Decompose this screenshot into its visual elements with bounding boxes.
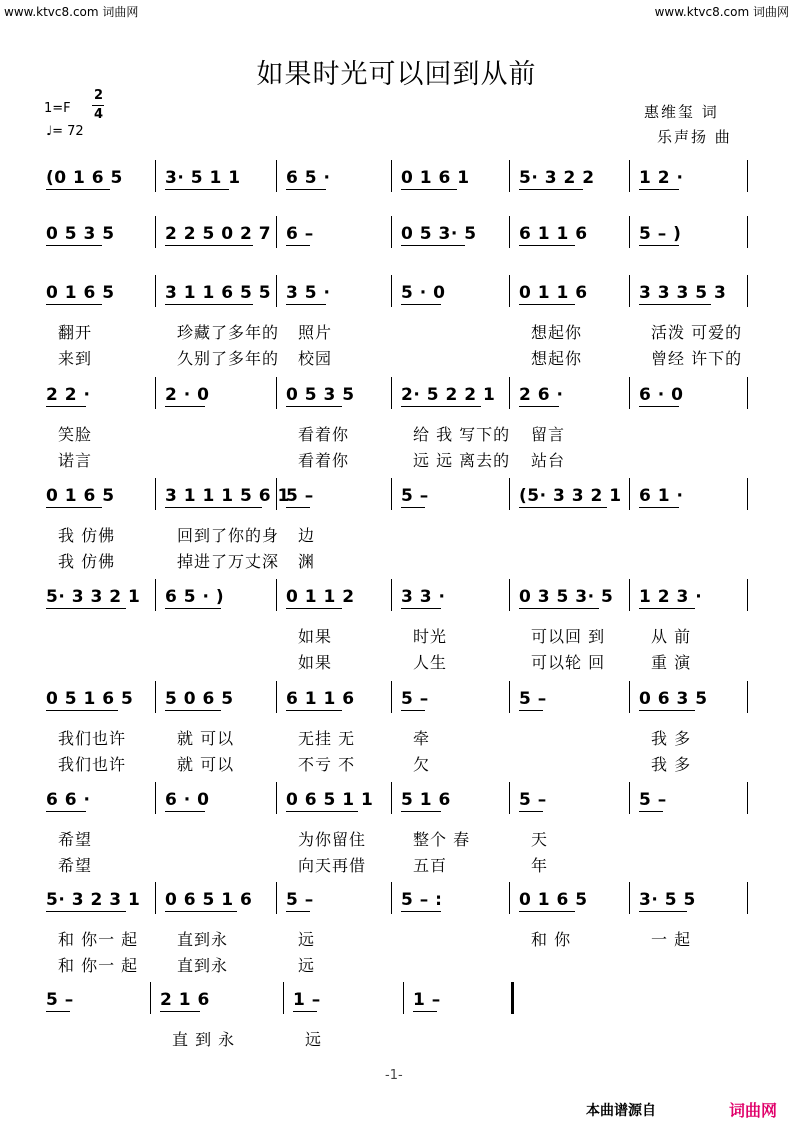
lyric-verse2: 站台 — [531, 451, 566, 470]
lyric-verse1: 和 你一 起 — [58, 930, 139, 949]
measure-notes: 5 – — [519, 790, 547, 810]
lyric-verse2: 人生 — [413, 653, 448, 672]
lyric-verse2: 我 仿佛 — [58, 552, 116, 571]
measure-notes: 1 2 · — [639, 168, 684, 188]
measure-notes: 0 6 5 1 1 — [286, 790, 374, 810]
barline — [155, 579, 156, 611]
beam-line — [401, 710, 425, 711]
lyric-verse1: 从 前 — [651, 627, 692, 646]
beam-line — [286, 406, 342, 407]
beam-line — [519, 507, 607, 508]
measure-line — [0, 882, 793, 914]
beam-line — [46, 304, 102, 305]
beam-line — [401, 245, 465, 246]
measure-line — [0, 160, 793, 192]
barline — [155, 216, 156, 248]
beam-line — [639, 811, 663, 812]
barline — [509, 216, 510, 248]
beam-line — [165, 189, 229, 190]
beam-line — [401, 304, 441, 305]
lyric-verse2: 校园 — [298, 349, 333, 368]
beam-line — [165, 406, 205, 407]
barline — [629, 579, 630, 611]
beam-line — [639, 189, 679, 190]
beam-line — [160, 1011, 200, 1012]
beam-line — [401, 911, 441, 912]
measure-notes: 0 5 1 6 5 — [46, 689, 134, 709]
measure-notes: (5· 3 3 2 1 — [519, 486, 622, 506]
measure-notes: 1 – — [413, 990, 441, 1010]
beam-line — [401, 811, 441, 812]
measure-notes: 5 – — [46, 990, 74, 1010]
beam-line — [46, 507, 102, 508]
lyric-verse1: 就 可以 — [177, 729, 235, 748]
barline — [155, 478, 156, 510]
barline — [509, 579, 510, 611]
measure-notes: 6 5 · — [286, 168, 331, 188]
lyric-verse1: 无挂 无 — [298, 729, 356, 748]
measure-notes: 6 1 1 6 — [519, 224, 588, 244]
lyricist-credit: 惠维玺 词 — [644, 103, 719, 121]
barline — [276, 782, 277, 814]
lyric-verse1: 时光 — [413, 627, 448, 646]
barline — [747, 275, 748, 307]
measure-notes: 5 – — [519, 689, 547, 709]
time-signature-line — [92, 105, 104, 106]
lyric-verse2: 直到永 — [177, 956, 229, 975]
lyric-verse2: 可以轮 回 — [531, 653, 606, 672]
measure-notes: 5 – — [401, 689, 429, 709]
measure-notes: 0 3 5 3· 5 — [519, 587, 614, 607]
measure-notes: 3 5 · — [286, 283, 331, 303]
page-number: -1- — [385, 1068, 403, 1083]
barline — [155, 377, 156, 409]
barline — [747, 478, 748, 510]
lyric-verse2: 诺言 — [58, 451, 93, 470]
measure-line — [0, 579, 793, 611]
barline — [391, 882, 392, 914]
barline — [747, 882, 748, 914]
barline — [747, 782, 748, 814]
measure-notes: 2 6 · — [519, 385, 564, 405]
barline — [509, 160, 510, 192]
beam-line — [519, 406, 559, 407]
barline — [629, 377, 630, 409]
measure-notes: 6 1 1 6 — [286, 689, 355, 709]
score-row — [0, 681, 793, 791]
measure-notes: 6 · 0 — [165, 790, 210, 810]
barline — [391, 681, 392, 713]
barline — [155, 782, 156, 814]
barline — [629, 478, 630, 510]
footer-logo: 词曲网 — [729, 1101, 778, 1120]
lyric-verse1: 我 仿佛 — [58, 526, 116, 545]
measure-notes: 0 6 3 5 — [639, 689, 708, 709]
lyric-verse1: 我们也许 — [58, 729, 127, 748]
measure-notes: 3· 5 1 1 — [165, 168, 241, 188]
beam-line — [165, 608, 221, 609]
measure-line — [0, 982, 793, 1014]
measure-notes: 0 1 6 1 — [401, 168, 470, 188]
measure-notes: 5 – ) — [639, 224, 682, 244]
lyric-verse2: 来到 — [58, 349, 93, 368]
beam-line — [639, 710, 695, 711]
beam-line — [46, 189, 110, 190]
lyric-verse1: 看着你 — [298, 425, 350, 444]
lyric-verse1: 整个 春 — [413, 830, 471, 849]
barline — [629, 275, 630, 307]
measure-notes: 0 1 6 5 — [46, 486, 115, 506]
lyric-verse1: 照片 — [298, 323, 333, 342]
barline — [283, 982, 284, 1014]
lyric-verse2: 五百 — [413, 856, 448, 875]
measure-notes: 3 3 3 5 3 — [639, 283, 727, 303]
beam-line — [519, 304, 575, 305]
measure-notes: 0 6 5 1 6 — [165, 890, 253, 910]
measure-notes: 5 0 6 5 — [165, 689, 234, 709]
measure-line — [0, 681, 793, 713]
beam-line — [519, 245, 575, 246]
measure-notes: 6 1 · — [639, 486, 684, 506]
beam-line — [286, 507, 310, 508]
lyric-verse2: 重 演 — [651, 653, 692, 672]
beam-line — [401, 507, 425, 508]
lyric-verse2: 向天再借 — [298, 856, 367, 875]
lyric-verse2: 我们也许 — [58, 755, 127, 774]
lyric-verse2: 曾经 许下的 — [651, 349, 743, 368]
barline — [509, 782, 510, 814]
beam-line — [286, 189, 326, 190]
measure-notes: 5 – — [401, 486, 429, 506]
measure-notes: 5 · 0 — [401, 283, 446, 303]
lyric-verse1: 希望 — [58, 830, 93, 849]
barline — [276, 216, 277, 248]
barline — [391, 579, 392, 611]
beam-line — [165, 811, 205, 812]
measure-notes: 6 – — [286, 224, 314, 244]
barline — [391, 782, 392, 814]
beam-line — [286, 304, 326, 305]
lyric-verse1: 我 多 — [651, 729, 692, 748]
beam-line — [639, 911, 687, 912]
lyric-verse1: 笑脸 — [58, 425, 93, 444]
barline — [747, 579, 748, 611]
measure-notes: (0 1 6 5 — [46, 168, 123, 188]
barline — [629, 782, 630, 814]
beam-line — [639, 507, 679, 508]
measure-notes: 6 5 · ) — [165, 587, 225, 607]
lyric-verse1: 想起你 — [531, 323, 583, 342]
beam-line — [46, 245, 102, 246]
barline — [509, 377, 510, 409]
measure-notes: 6 6 · — [46, 790, 91, 810]
barline — [276, 681, 277, 713]
barline — [155, 160, 156, 192]
composer-credit: 乐声扬 曲 — [657, 128, 732, 146]
beam-line — [293, 1011, 317, 1012]
measure-notes: 2 2 · — [46, 385, 91, 405]
lyric-verse1: 直到永 — [177, 930, 229, 949]
score-row — [0, 377, 793, 487]
lyric-verse1: 边 — [298, 526, 316, 545]
measure-notes: 2 2 5 0 2 7 — [165, 224, 272, 244]
measure-notes: 5 – : — [401, 890, 443, 910]
barline — [391, 275, 392, 307]
lyric-verse2: 我 多 — [651, 755, 692, 774]
barline — [747, 160, 748, 192]
beam-line — [165, 710, 221, 711]
lyric-verse1: 和 你 — [531, 930, 572, 949]
beam-line — [519, 608, 599, 609]
measure-line — [0, 275, 793, 307]
barline — [391, 377, 392, 409]
lyric-verse2: 想起你 — [531, 349, 583, 368]
lyric-verse2: 看着你 — [298, 451, 350, 470]
site-header-right: www.ktvc8.com 词曲网 — [654, 5, 789, 19]
measure-line — [0, 377, 793, 409]
lyric-verse1: 给 我 写下的 — [413, 425, 511, 444]
barline — [276, 579, 277, 611]
beam-line — [286, 911, 310, 912]
time-signature-bottom: 4 — [94, 107, 104, 122]
barline — [509, 478, 510, 510]
barline — [747, 681, 748, 713]
lyric-verse2: 渊 — [298, 552, 316, 571]
measure-notes: 2 1 6 — [160, 990, 210, 1010]
measure-notes: 0 1 1 6 — [519, 283, 588, 303]
beam-line — [46, 608, 126, 609]
beam-line — [46, 406, 86, 407]
song-title: 如果时光可以回到从前 — [256, 59, 537, 90]
lyric-verse1: 可以回 到 — [531, 627, 606, 646]
measure-notes: 0 1 6 5 — [46, 283, 115, 303]
lyric-verse2: 如果 — [298, 653, 333, 672]
barline — [276, 275, 277, 307]
measure-notes: 5 – — [286, 486, 314, 506]
beam-line — [286, 811, 358, 812]
beam-line — [639, 608, 695, 609]
lyric-verse1: 天 — [531, 830, 549, 849]
lyric-verse1: 活泼 可爱的 — [651, 323, 743, 342]
barline — [403, 982, 404, 1014]
beam-line — [165, 911, 237, 912]
beam-line — [639, 406, 679, 407]
score-row — [0, 478, 793, 588]
barline — [155, 681, 156, 713]
lyric-verse2: 掉进了万丈深 — [177, 552, 280, 571]
barline — [391, 478, 392, 510]
beam-line — [413, 1011, 437, 1012]
barline — [391, 216, 392, 248]
barline — [391, 160, 392, 192]
final-barline — [511, 982, 514, 1014]
lyric-verse2: 年 — [531, 856, 549, 875]
barline — [276, 882, 277, 914]
lyric-verse2: 欠 — [413, 755, 431, 774]
measure-notes: 3 1 1 6 5 5 — [165, 283, 272, 303]
barline — [629, 216, 630, 248]
lyric-verse2: 久别了多年的 — [177, 349, 280, 368]
measure-line — [0, 782, 793, 814]
beam-line — [519, 710, 543, 711]
barline — [747, 216, 748, 248]
measure-line — [0, 478, 793, 510]
beam-line — [401, 608, 441, 609]
score-row — [0, 782, 793, 892]
site-header-left: www.ktvc8.com 词曲网 — [4, 5, 139, 19]
beam-line — [519, 911, 575, 912]
barline — [155, 882, 156, 914]
lyric-verse1: 远 — [305, 1030, 323, 1049]
lyric-verse1: 直 到 永 — [172, 1030, 236, 1049]
barline — [150, 982, 151, 1014]
lyric-verse2: 不亏 不 — [298, 755, 356, 774]
footer-source-text: 本曲谱源自 — [586, 1103, 656, 1119]
key-signature: 1=F — [44, 101, 71, 116]
lyric-verse1: 回到了你的身 — [177, 526, 280, 545]
barline — [629, 681, 630, 713]
lyric-verse1: 留言 — [531, 425, 566, 444]
score-row — [0, 882, 793, 992]
barline — [629, 160, 630, 192]
measure-notes: 3 3 · — [401, 587, 446, 607]
beam-line — [401, 406, 481, 407]
beam-line — [46, 911, 126, 912]
measure-notes: 2 · 0 — [165, 385, 210, 405]
measure-notes: 6 · 0 — [639, 385, 684, 405]
measure-notes: 1 2 3 · — [639, 587, 703, 607]
barline — [509, 681, 510, 713]
beam-line — [46, 1011, 70, 1012]
measure-notes: 5 – — [639, 790, 667, 810]
beam-line — [286, 608, 342, 609]
measure-notes: 3· 5 5 — [639, 890, 696, 910]
beam-line — [519, 811, 543, 812]
lyric-verse1: 远 — [298, 930, 316, 949]
barline — [509, 275, 510, 307]
measure-notes: 2· 5 2 2 1 — [401, 385, 496, 405]
measure-notes: 1 – — [293, 990, 321, 1010]
barline — [629, 882, 630, 914]
beam-line — [519, 189, 583, 190]
score-row — [0, 275, 793, 385]
lyric-verse1: 为你留住 — [298, 830, 367, 849]
barline — [747, 377, 748, 409]
lyric-verse2: 希望 — [58, 856, 93, 875]
measure-notes: 0 5 3· 5 — [401, 224, 477, 244]
lyric-verse2: 远 — [298, 956, 316, 975]
measure-notes: 5· 3 2 3 1 — [46, 890, 141, 910]
barline — [155, 275, 156, 307]
barline — [276, 377, 277, 409]
lyric-verse2: 就 可以 — [177, 755, 235, 774]
beam-line — [286, 245, 310, 246]
beam-line — [46, 811, 86, 812]
beam-line — [165, 245, 253, 246]
beam-line — [46, 710, 118, 711]
beam-line — [639, 304, 711, 305]
barline — [276, 160, 277, 192]
measure-notes: 0 1 6 5 — [519, 890, 588, 910]
measure-notes: 3 1 1 1 5 6 1 — [165, 486, 290, 506]
tempo-marking: ♩= 72 — [46, 124, 84, 139]
measure-notes: 0 1 1 2 — [286, 587, 355, 607]
beam-line — [165, 507, 262, 508]
lyric-verse2: 远 远 离去的 — [413, 451, 511, 470]
lyric-verse1: 翻开 — [58, 323, 93, 342]
score-row — [0, 579, 793, 689]
time-signature-top: 2 — [94, 88, 104, 103]
beam-line — [401, 189, 457, 190]
beam-line — [286, 710, 342, 711]
measure-notes: 5 1 6 — [401, 790, 451, 810]
beam-line — [639, 245, 679, 246]
lyric-verse1: 牵 — [413, 729, 431, 748]
measure-notes: 5· 3 3 2 1 — [46, 587, 141, 607]
measure-notes: 0 5 3 5 — [286, 385, 355, 405]
lyric-verse1: 如果 — [298, 627, 333, 646]
lyric-verse2: 和 你一 起 — [58, 956, 139, 975]
lyric-verse1: 一 起 — [651, 930, 692, 949]
measure-notes: 0 5 3 5 — [46, 224, 115, 244]
lyric-verse1: 珍藏了多年的 — [177, 323, 280, 342]
measure-notes: 5· 3 2 2 — [519, 168, 595, 188]
measure-notes: 5 – — [286, 890, 314, 910]
barline — [509, 882, 510, 914]
measure-line — [0, 216, 793, 248]
beam-line — [165, 304, 253, 305]
